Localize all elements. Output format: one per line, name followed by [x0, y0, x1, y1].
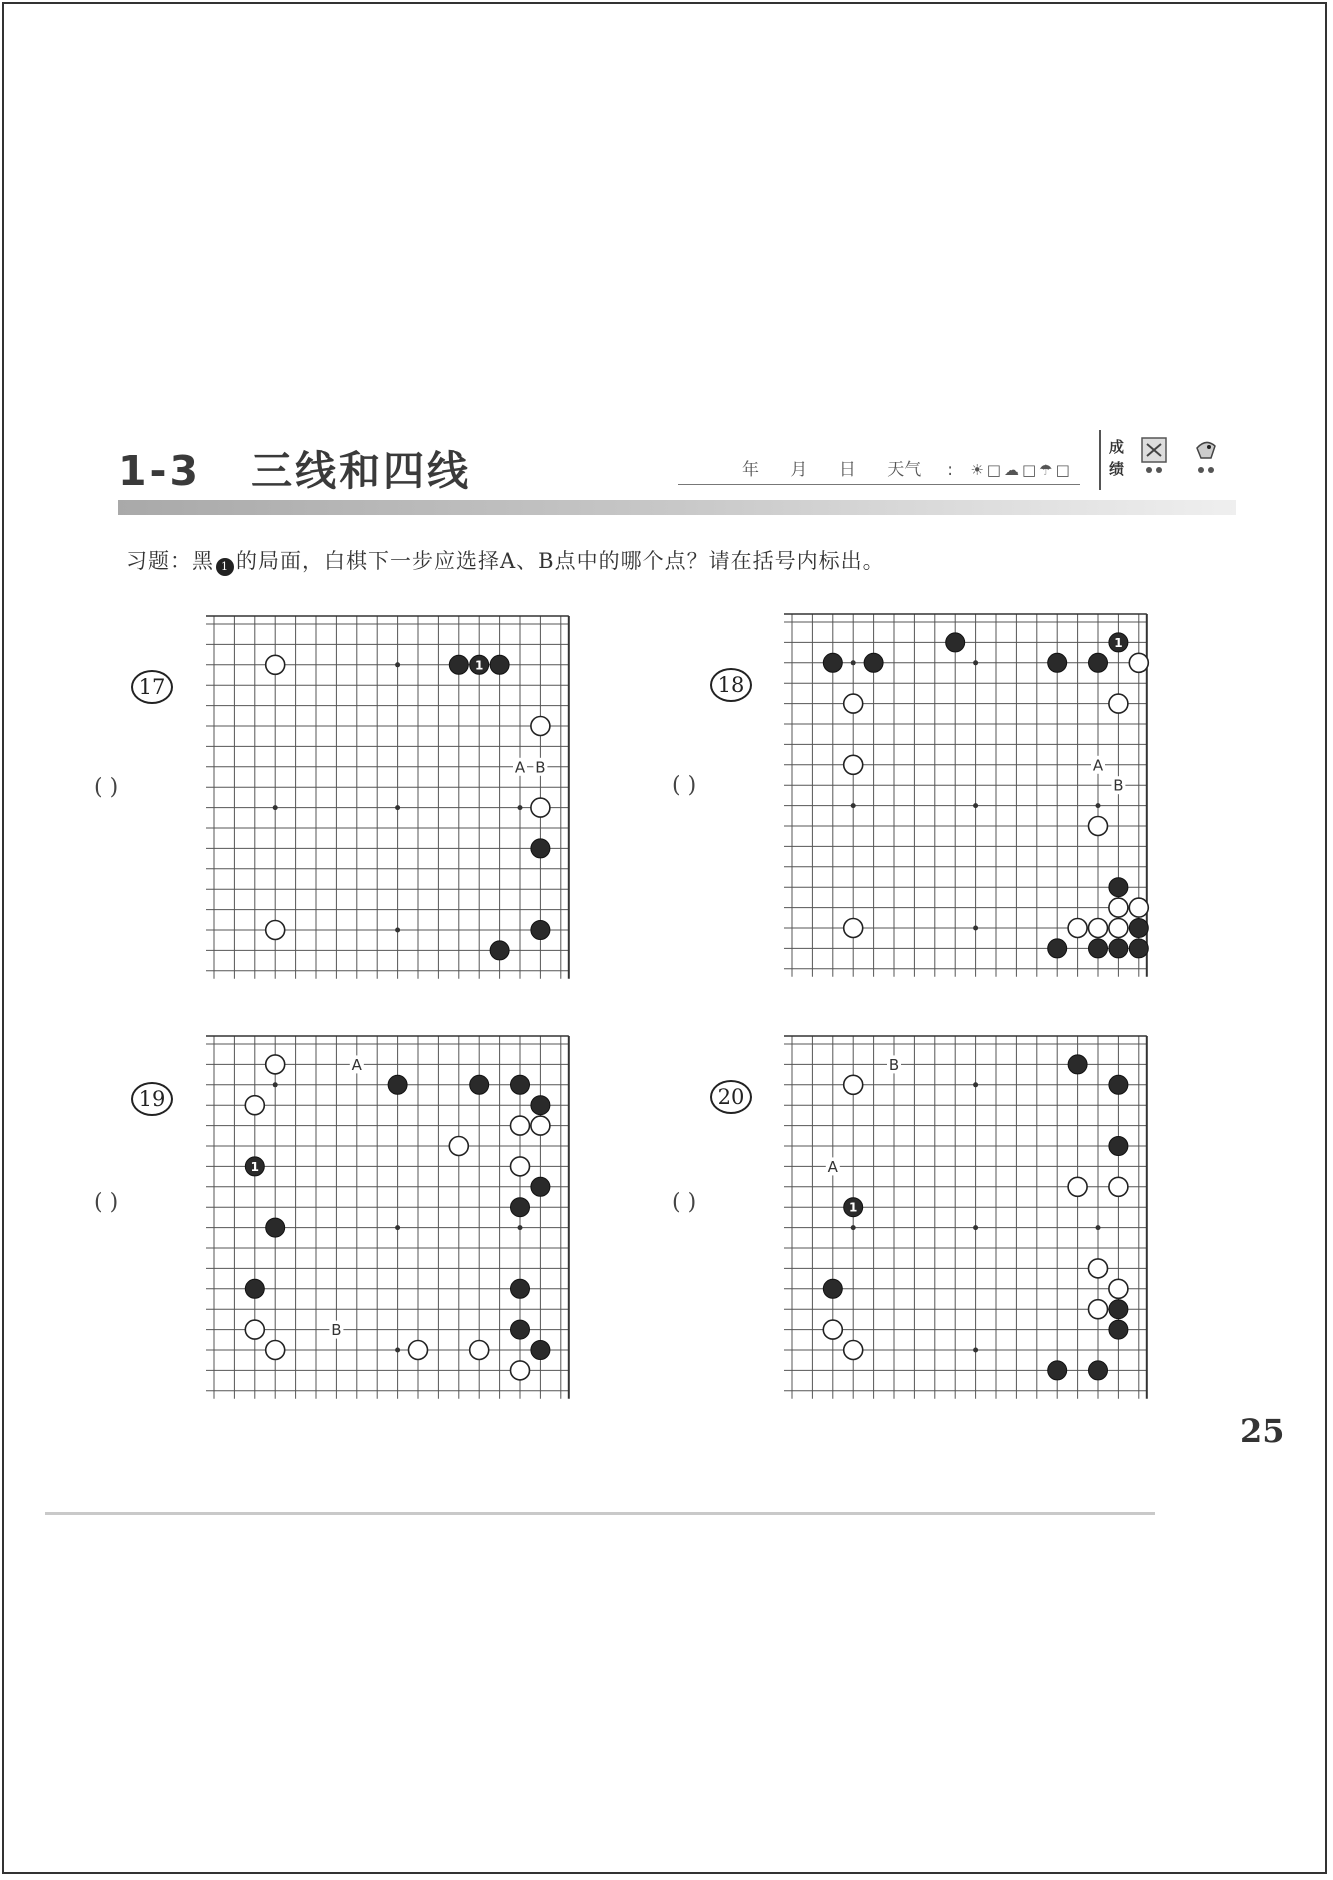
white-stone [1089, 919, 1108, 938]
white-stone [245, 1320, 264, 1339]
white-stone [1089, 1259, 1108, 1278]
bird-stamp-icon [1191, 436, 1221, 476]
white-stone [844, 694, 863, 713]
star-point [518, 805, 523, 810]
candidate-point-A[interactable]: A [351, 1055, 362, 1074]
section-title [118, 438, 471, 497]
white-stone [1129, 653, 1148, 672]
go-board-20 [782, 1034, 1154, 1400]
black-stone [1048, 653, 1067, 672]
month-field: 月 [790, 460, 808, 480]
black-stone [531, 1096, 550, 1115]
candidate-point-B[interactable]: B [888, 1055, 900, 1074]
black-stone [1129, 919, 1148, 938]
white-stone [1068, 1177, 1087, 1196]
candidate-point-B[interactable]: B [535, 758, 546, 777]
candidate-point-B[interactable]: B [1113, 776, 1124, 795]
stone-number-label: 1 [849, 1200, 858, 1215]
white-stone [823, 1320, 842, 1339]
white-stone [531, 798, 550, 817]
black-stone [490, 655, 509, 674]
white-stone [409, 1341, 428, 1360]
black-stone [823, 1279, 842, 1298]
white-stone [511, 1157, 530, 1176]
problem-number-18: 18 [710, 668, 752, 702]
star-point [395, 1225, 400, 1230]
stone-number-label: 1 [1114, 635, 1123, 650]
star-point [973, 803, 978, 808]
white-stone [1068, 919, 1087, 938]
star-point [973, 926, 978, 931]
date-underline [678, 484, 1080, 485]
page-number: 25 [1240, 1412, 1285, 1450]
candidate-point-A[interactable]: A [1092, 756, 1104, 775]
score-box [1099, 430, 1225, 490]
star-point [973, 660, 978, 665]
star-point [395, 662, 400, 667]
white-stone [511, 1116, 530, 1135]
candidate-point-A[interactable]: A [827, 1157, 838, 1176]
bottom-rule [45, 1512, 1155, 1515]
score-label: 成绩 [1109, 438, 1125, 478]
section-number: 1-3 [118, 447, 202, 495]
star-point [851, 803, 856, 808]
star-point [851, 1225, 856, 1230]
star-point [973, 1348, 978, 1353]
weather-field: 天气 : [887, 460, 953, 480]
board-grid [784, 1036, 1147, 1399]
answer-bracket-17[interactable]: ( ) [94, 775, 119, 800]
black-stone [864, 653, 883, 672]
white-stone [531, 1116, 550, 1135]
white-stone [449, 1137, 468, 1156]
white-stone [531, 717, 550, 736]
board-grid [206, 616, 569, 979]
white-stone [844, 919, 863, 938]
white-stone [844, 1341, 863, 1360]
star-point [1096, 1225, 1101, 1230]
black-stone [511, 1279, 530, 1298]
white-stone [470, 1341, 489, 1360]
white-stone [1089, 817, 1108, 836]
black-stone [1109, 1320, 1128, 1339]
star-point [395, 805, 400, 810]
black-stone [511, 1075, 530, 1094]
white-stone [1129, 898, 1148, 917]
problem-number-20: 20 [710, 1080, 752, 1114]
star-point [518, 1225, 523, 1230]
answer-bracket-18[interactable]: ( ) [672, 773, 697, 798]
black-stone [531, 1177, 550, 1196]
title-underline-bar [118, 500, 1236, 515]
white-stone [844, 755, 863, 774]
black-stone [946, 633, 965, 652]
stone-number-label: 1 [475, 658, 484, 673]
black-stone [245, 1279, 264, 1298]
answer-bracket-20[interactable]: ( ) [672, 1190, 697, 1215]
black-stone [1048, 939, 1067, 958]
white-stone [1089, 1300, 1108, 1319]
white-stone [511, 1361, 530, 1380]
black-stone [449, 655, 468, 674]
white-stone [844, 1075, 863, 1094]
problem-number-17: 17 [131, 670, 173, 704]
black-stone [511, 1320, 530, 1339]
black-stone [1089, 653, 1108, 672]
white-stone [1109, 1177, 1128, 1196]
day-field: 日 [838, 460, 856, 480]
star-point [273, 1082, 278, 1087]
black-stone [1109, 1137, 1128, 1156]
star-point [851, 660, 856, 665]
go-board-19 [204, 1034, 576, 1400]
black-stone [531, 921, 550, 940]
white-stone [1109, 919, 1128, 938]
star-point [395, 928, 400, 933]
white-stone [266, 655, 285, 674]
black-stone [490, 941, 509, 960]
black-stone [511, 1198, 530, 1217]
exercise-prompt: 习题：黑 1 的局面，白棋下一步应选择A、B点中的哪个点？请在括号内标出。 [126, 545, 885, 576]
black-stone [1129, 939, 1148, 958]
cartoon-stamp-icon [1139, 436, 1169, 476]
problem-number-19: 19 [131, 1082, 173, 1116]
black-stone [470, 1075, 489, 1094]
star-point [973, 1082, 978, 1087]
white-stone [1109, 898, 1128, 917]
star-point [395, 1348, 400, 1353]
weather-icons: ☀□☁□☂□ [970, 461, 1073, 479]
date-weather-row [742, 455, 1099, 480]
black-stone [1109, 1300, 1128, 1319]
section-heading: 三线和四线 [251, 447, 472, 495]
white-stone [1109, 694, 1128, 713]
white-stone [245, 1096, 264, 1115]
star-point [1096, 803, 1101, 808]
black-stone [1109, 878, 1128, 897]
black-stone [266, 1218, 285, 1237]
white-stone [266, 921, 285, 940]
black-stone [1048, 1361, 1067, 1380]
star-point [273, 805, 278, 810]
black-stone [388, 1075, 407, 1094]
go-board-17 [204, 614, 576, 980]
black-stone [1089, 939, 1108, 958]
go-board-18 [782, 612, 1154, 978]
black-stone [1109, 939, 1128, 958]
black-stone [531, 1341, 550, 1360]
white-stone [266, 1055, 285, 1074]
star-point [973, 1225, 978, 1230]
stone-number-label: 1 [250, 1159, 259, 1174]
black-stone [1068, 1055, 1087, 1074]
black-stone-1-icon: 1 [216, 558, 234, 576]
black-stone [1089, 1361, 1108, 1380]
white-stone [1109, 1279, 1128, 1298]
black-stone [1109, 1075, 1128, 1094]
black-stone [531, 839, 550, 858]
black-stone [823, 653, 842, 672]
candidate-point-A[interactable]: A [514, 758, 526, 777]
white-stone [266, 1341, 285, 1360]
year-field: 年 [742, 460, 759, 480]
candidate-point-B[interactable]: B [331, 1321, 342, 1340]
answer-bracket-19[interactable]: ( ) [94, 1190, 119, 1215]
